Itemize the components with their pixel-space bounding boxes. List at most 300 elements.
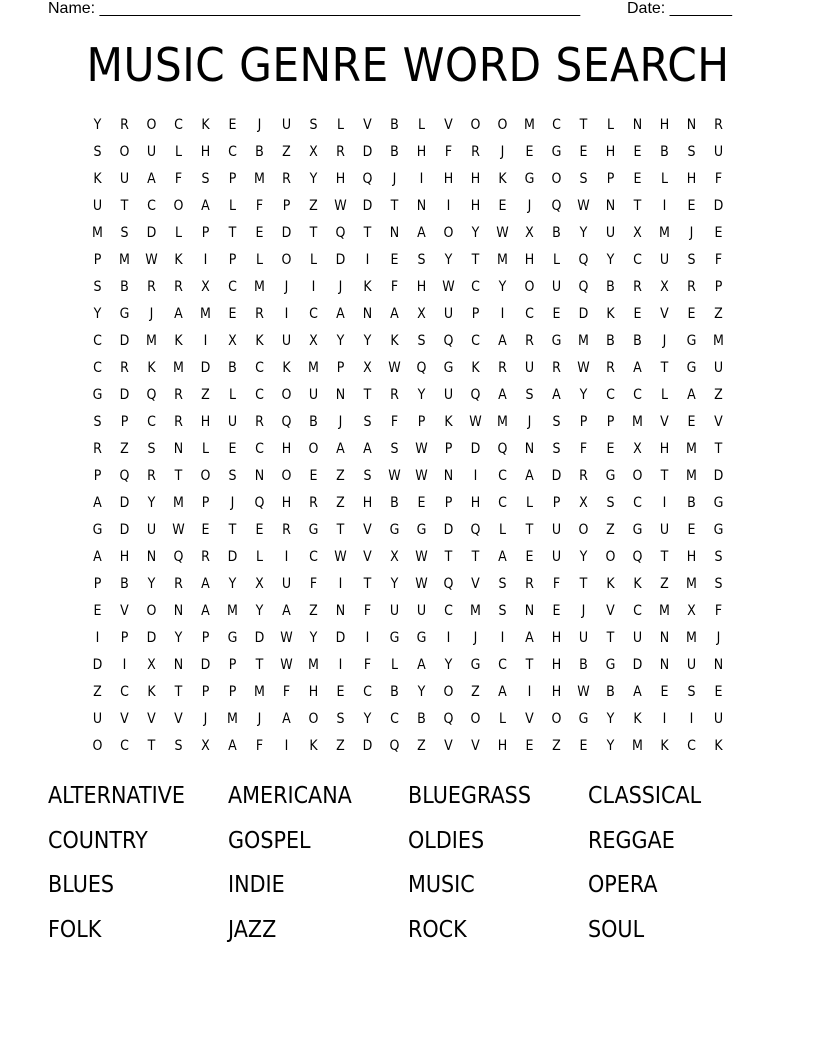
grid-letter[interactable]: R <box>282 522 291 538</box>
grid-letter[interactable]: N <box>416 198 427 214</box>
grid-letter[interactable]: Q <box>578 252 589 268</box>
grid-letter[interactable]: R <box>687 279 696 295</box>
grid-letter[interactable]: B <box>579 657 588 673</box>
grid-letter[interactable]: E <box>579 738 588 754</box>
grid-letter[interactable]: P <box>579 414 588 430</box>
grid-letter[interactable]: N <box>443 468 454 484</box>
grid-letter[interactable]: R <box>525 576 534 592</box>
grid-letter[interactable]: S <box>201 171 210 187</box>
grid-letter[interactable]: M <box>578 333 589 349</box>
grid-letter[interactable]: P <box>201 630 210 646</box>
grid-letter[interactable]: H <box>362 495 373 511</box>
grid-letter[interactable]: N <box>173 603 184 619</box>
date-field[interactable]: Date: _______ <box>627 0 732 17</box>
grid-letter[interactable]: Q <box>335 225 346 241</box>
grid-letter[interactable]: N <box>686 117 697 133</box>
grid-letter[interactable]: O <box>497 117 508 133</box>
grid-letter[interactable]: E <box>714 684 723 700</box>
grid-letter[interactable]: V <box>363 549 372 565</box>
grid-letter[interactable]: B <box>390 684 399 700</box>
grid-letter[interactable]: Z <box>309 198 318 214</box>
grid-letter[interactable]: N <box>389 225 400 241</box>
grid-letter[interactable]: C <box>120 738 129 754</box>
grid-letter[interactable]: Z <box>336 468 345 484</box>
grid-letter[interactable]: P <box>228 657 237 673</box>
grid-letter[interactable]: X <box>147 657 156 673</box>
grid-letter[interactable]: U <box>416 603 427 619</box>
grid-letter[interactable]: X <box>309 333 318 349</box>
grid-letter[interactable]: H <box>659 441 670 457</box>
grid-letter[interactable]: R <box>120 117 129 133</box>
grid-letter[interactable]: Y <box>93 306 102 322</box>
grid-letter[interactable]: C <box>255 360 264 376</box>
grid-letter[interactable]: F <box>444 144 453 160</box>
grid-letter[interactable]: Q <box>443 711 454 727</box>
grid-letter[interactable]: N <box>335 387 346 403</box>
grid-letter[interactable]: H <box>281 441 292 457</box>
grid-letter[interactable]: I <box>500 306 505 322</box>
grid-letter[interactable]: Y <box>417 387 426 403</box>
grid-letter[interactable]: X <box>579 495 588 511</box>
grid-letter[interactable]: A <box>93 549 102 565</box>
grid-letter[interactable]: W <box>577 360 590 376</box>
grid-letter[interactable]: I <box>662 198 667 214</box>
grid-letter[interactable]: O <box>119 144 130 160</box>
grid-letter[interactable]: P <box>201 495 210 511</box>
grid-letter[interactable]: H <box>605 144 616 160</box>
grid-letter[interactable]: F <box>714 603 723 619</box>
grid-letter[interactable]: H <box>470 198 481 214</box>
grid-letter[interactable]: A <box>498 333 507 349</box>
grid-letter[interactable]: S <box>417 333 426 349</box>
grid-letter[interactable]: Y <box>255 603 264 619</box>
grid-letter[interactable]: I <box>338 657 343 673</box>
grid-letter[interactable]: B <box>390 117 399 133</box>
grid-letter[interactable]: B <box>390 495 399 511</box>
grid-letter[interactable]: O <box>281 468 292 484</box>
grid-letter[interactable]: R <box>174 387 183 403</box>
grid-letter[interactable]: O <box>632 468 643 484</box>
grid-letter[interactable]: R <box>498 360 507 376</box>
grid-letter[interactable]: R <box>174 414 183 430</box>
grid-letter[interactable]: A <box>417 657 426 673</box>
grid-letter[interactable]: T <box>363 225 372 241</box>
grid-letter[interactable]: N <box>524 603 535 619</box>
grid-letter[interactable]: M <box>227 603 238 619</box>
grid-letter[interactable]: I <box>284 738 289 754</box>
grid-letter[interactable]: I <box>365 252 370 268</box>
grid-letter[interactable]: G <box>578 711 589 727</box>
grid-letter[interactable]: H <box>524 252 535 268</box>
grid-letter[interactable]: U <box>443 387 454 403</box>
grid-letter[interactable]: Q <box>470 387 481 403</box>
grid-letter[interactable]: P <box>93 576 102 592</box>
grid-letter[interactable]: U <box>578 630 589 646</box>
grid-letter[interactable]: Q <box>632 549 643 565</box>
grid-letter[interactable]: L <box>552 252 561 268</box>
grid-letter[interactable]: H <box>335 171 346 187</box>
grid-letter[interactable]: R <box>552 360 561 376</box>
grid-letter[interactable]: Y <box>174 630 183 646</box>
grid-letter[interactable]: C <box>120 684 129 700</box>
grid-letter[interactable]: C <box>633 495 642 511</box>
grid-letter[interactable]: O <box>605 549 616 565</box>
grid-letter[interactable]: A <box>390 306 399 322</box>
grid-letter[interactable]: H <box>470 495 481 511</box>
grid-letter[interactable]: D <box>713 468 724 484</box>
grid-letter[interactable]: V <box>120 603 129 619</box>
grid-letter[interactable]: S <box>147 441 156 457</box>
grid-letter[interactable]: T <box>390 198 399 214</box>
grid-letter[interactable]: R <box>309 495 318 511</box>
grid-letter[interactable]: E <box>255 225 264 241</box>
grid-letter[interactable]: X <box>363 360 372 376</box>
grid-letter[interactable]: D <box>362 144 373 160</box>
grid-letter[interactable]: S <box>606 495 615 511</box>
grid-letter[interactable]: M <box>227 711 238 727</box>
grid-letter[interactable]: D <box>119 333 130 349</box>
grid-letter[interactable]: J <box>257 117 262 133</box>
grid-letter[interactable]: E <box>525 738 534 754</box>
grid-letter[interactable]: L <box>498 522 507 538</box>
grid-letter[interactable]: K <box>633 711 642 727</box>
grid-letter[interactable]: H <box>686 549 697 565</box>
grid-letter[interactable]: E <box>579 144 588 160</box>
grid-letter[interactable]: R <box>714 117 723 133</box>
grid-letter[interactable]: W <box>415 549 428 565</box>
grid-letter[interactable]: D <box>551 468 562 484</box>
grid-letter[interactable]: G <box>686 360 697 376</box>
grid-letter[interactable]: Y <box>606 711 615 727</box>
grid-letter[interactable]: U <box>713 360 724 376</box>
grid-letter[interactable]: C <box>309 549 318 565</box>
grid-letter[interactable]: J <box>716 630 721 646</box>
grid-letter[interactable]: Q <box>362 171 373 187</box>
grid-letter[interactable]: C <box>552 117 561 133</box>
grid-letter[interactable]: J <box>527 414 532 430</box>
grid-letter[interactable]: F <box>255 738 264 754</box>
grid-letter[interactable]: W <box>388 360 401 376</box>
grid-letter[interactable]: O <box>173 198 184 214</box>
grid-letter[interactable]: G <box>416 630 427 646</box>
grid-letter[interactable]: Y <box>147 495 156 511</box>
grid-letter[interactable]: P <box>201 684 210 700</box>
grid-letter[interactable]: M <box>632 414 643 430</box>
grid-letter[interactable]: V <box>714 414 723 430</box>
grid-letter[interactable]: U <box>146 144 157 160</box>
grid-letter[interactable]: Q <box>443 333 454 349</box>
grid-letter[interactable]: T <box>660 360 669 376</box>
grid-letter[interactable]: A <box>336 306 345 322</box>
grid-letter[interactable]: I <box>419 171 424 187</box>
grid-letter[interactable]: M <box>686 441 697 457</box>
grid-letter[interactable]: P <box>444 441 453 457</box>
grid-letter[interactable]: R <box>579 468 588 484</box>
grid-letter[interactable]: K <box>444 414 453 430</box>
grid-letter[interactable]: I <box>500 630 505 646</box>
grid-letter[interactable]: A <box>498 549 507 565</box>
grid-letter[interactable]: U <box>92 711 103 727</box>
grid-letter[interactable]: Y <box>579 549 588 565</box>
grid-letter[interactable]: T <box>660 549 669 565</box>
grid-letter[interactable]: T <box>444 549 453 565</box>
grid-letter[interactable]: E <box>525 144 534 160</box>
grid-letter[interactable]: U <box>281 333 292 349</box>
grid-letter[interactable]: Z <box>606 522 615 538</box>
grid-letter[interactable]: H <box>551 657 562 673</box>
grid-letter[interactable]: R <box>255 306 264 322</box>
grid-letter[interactable]: Z <box>93 684 102 700</box>
grid-letter[interactable]: V <box>120 711 129 727</box>
grid-letter[interactable]: G <box>524 171 535 187</box>
grid-letter[interactable]: I <box>284 306 289 322</box>
grid-letter[interactable]: M <box>254 684 265 700</box>
grid-letter[interactable]: U <box>308 387 319 403</box>
grid-letter[interactable]: Y <box>444 657 453 673</box>
grid-letter[interactable]: W <box>334 198 347 214</box>
grid-letter[interactable]: C <box>228 279 237 295</box>
grid-letter[interactable]: S <box>228 468 237 484</box>
grid-letter[interactable]: W <box>388 468 401 484</box>
grid-letter[interactable]: N <box>524 441 535 457</box>
grid-letter[interactable]: W <box>172 522 185 538</box>
grid-letter[interactable]: R <box>471 144 480 160</box>
grid-letter[interactable]: E <box>228 117 237 133</box>
grid-letter[interactable]: L <box>201 441 210 457</box>
grid-letter[interactable]: W <box>496 225 509 241</box>
grid-letter[interactable]: C <box>498 468 507 484</box>
grid-letter[interactable]: N <box>335 603 346 619</box>
grid-letter[interactable]: G <box>443 360 454 376</box>
grid-letter[interactable]: D <box>443 522 454 538</box>
grid-letter[interactable]: D <box>632 657 643 673</box>
grid-letter[interactable]: C <box>471 279 480 295</box>
grid-letter[interactable]: N <box>173 441 184 457</box>
grid-letter[interactable]: O <box>200 468 211 484</box>
grid-letter[interactable]: A <box>282 603 291 619</box>
grid-letter[interactable]: X <box>201 738 210 754</box>
grid-letter[interactable]: K <box>255 333 264 349</box>
grid-letter[interactable]: F <box>390 279 399 295</box>
grid-letter[interactable]: C <box>633 603 642 619</box>
grid-letter[interactable]: J <box>257 711 262 727</box>
grid-letter[interactable]: Q <box>119 468 130 484</box>
grid-letter[interactable]: T <box>336 522 345 538</box>
grid-letter[interactable]: M <box>659 225 670 241</box>
grid-letter[interactable]: B <box>606 333 615 349</box>
grid-letter[interactable]: U <box>524 360 535 376</box>
grid-letter[interactable]: K <box>309 738 318 754</box>
grid-letter[interactable]: T <box>633 198 642 214</box>
grid-letter[interactable]: W <box>334 549 347 565</box>
grid-letter[interactable]: E <box>633 306 642 322</box>
grid-letter[interactable]: Y <box>606 738 615 754</box>
grid-letter[interactable]: S <box>714 576 723 592</box>
grid-letter[interactable]: C <box>390 711 399 727</box>
grid-letter[interactable]: X <box>417 306 426 322</box>
grid-letter[interactable]: Q <box>146 387 157 403</box>
grid-letter[interactable]: S <box>174 738 183 754</box>
grid-letter[interactable]: M <box>470 603 481 619</box>
grid-letter[interactable]: T <box>228 522 237 538</box>
grid-letter[interactable]: Z <box>309 603 318 619</box>
grid-letter[interactable]: I <box>203 333 208 349</box>
grid-letter[interactable]: M <box>632 738 643 754</box>
grid-letter[interactable]: S <box>498 576 507 592</box>
grid-letter[interactable]: T <box>660 468 669 484</box>
grid-letter[interactable]: T <box>471 549 480 565</box>
grid-letter[interactable]: K <box>93 171 102 187</box>
grid-letter[interactable]: O <box>443 684 454 700</box>
grid-letter[interactable]: L <box>228 198 237 214</box>
grid-letter[interactable]: E <box>552 306 561 322</box>
grid-letter[interactable]: D <box>227 549 238 565</box>
grid-letter[interactable]: M <box>524 117 535 133</box>
grid-letter[interactable]: Z <box>417 738 426 754</box>
grid-letter[interactable]: V <box>660 306 669 322</box>
grid-letter[interactable]: A <box>201 603 210 619</box>
grid-letter[interactable]: W <box>145 252 158 268</box>
grid-letter[interactable]: P <box>228 171 237 187</box>
grid-letter[interactable]: B <box>228 360 237 376</box>
grid-letter[interactable]: G <box>605 468 616 484</box>
grid-letter[interactable]: L <box>255 549 264 565</box>
grid-letter[interactable]: H <box>308 684 319 700</box>
grid-letter[interactable]: A <box>525 468 534 484</box>
grid-letter[interactable]: N <box>362 306 373 322</box>
grid-letter[interactable]: W <box>415 468 428 484</box>
grid-letter[interactable]: C <box>93 360 102 376</box>
grid-letter[interactable]: L <box>660 171 669 187</box>
grid-letter[interactable]: V <box>363 117 372 133</box>
grid-letter[interactable]: O <box>92 738 103 754</box>
grid-letter[interactable]: I <box>446 198 451 214</box>
grid-letter[interactable]: N <box>659 657 670 673</box>
grid-letter[interactable]: I <box>203 252 208 268</box>
grid-letter[interactable]: S <box>687 684 696 700</box>
grid-letter[interactable]: X <box>633 225 642 241</box>
grid-letter[interactable]: A <box>201 198 210 214</box>
grid-letter[interactable]: Z <box>336 495 345 511</box>
grid-letter[interactable]: P <box>282 198 291 214</box>
grid-letter[interactable]: X <box>660 279 669 295</box>
grid-letter[interactable]: N <box>632 117 643 133</box>
grid-letter[interactable]: Y <box>417 684 426 700</box>
grid-letter[interactable]: J <box>392 171 397 187</box>
grid-letter[interactable]: E <box>633 171 642 187</box>
grid-letter[interactable]: Z <box>471 684 480 700</box>
grid-letter[interactable]: A <box>498 387 507 403</box>
grid-letter[interactable]: T <box>120 198 129 214</box>
grid-letter[interactable]: B <box>120 576 129 592</box>
grid-letter[interactable]: P <box>606 171 615 187</box>
grid-letter[interactable]: Y <box>579 225 588 241</box>
grid-letter[interactable]: K <box>471 360 480 376</box>
grid-letter[interactable]: C <box>363 684 372 700</box>
grid-letter[interactable]: F <box>282 684 291 700</box>
grid-letter[interactable]: Z <box>282 144 291 160</box>
grid-letter[interactable]: F <box>552 576 561 592</box>
grid-letter[interactable]: D <box>470 441 481 457</box>
grid-letter[interactable]: B <box>633 333 642 349</box>
grid-letter[interactable]: S <box>552 414 561 430</box>
grid-letter[interactable]: A <box>336 441 345 457</box>
grid-letter[interactable]: U <box>443 306 454 322</box>
grid-letter[interactable]: M <box>659 603 670 619</box>
grid-letter[interactable]: D <box>335 252 346 268</box>
grid-letter[interactable]: L <box>174 144 183 160</box>
grid-letter[interactable]: S <box>363 468 372 484</box>
grid-letter[interactable]: Q <box>254 495 265 511</box>
grid-letter[interactable]: H <box>659 117 670 133</box>
grid-letter[interactable]: O <box>146 603 157 619</box>
grid-letter[interactable]: T <box>606 630 615 646</box>
grid-letter[interactable]: O <box>281 387 292 403</box>
grid-letter[interactable]: X <box>228 333 237 349</box>
grid-letter[interactable]: N <box>173 657 184 673</box>
grid-letter[interactable]: J <box>338 414 343 430</box>
grid-letter[interactable]: T <box>471 252 480 268</box>
grid-letter[interactable]: U <box>389 603 400 619</box>
grid-letter[interactable]: S <box>363 414 372 430</box>
name-field[interactable]: Name: ______________________________________________________ <box>48 0 581 17</box>
grid-letter[interactable]: E <box>255 522 264 538</box>
grid-letter[interactable]: S <box>120 225 129 241</box>
grid-letter[interactable]: Z <box>201 387 210 403</box>
grid-letter[interactable]: G <box>632 522 643 538</box>
grid-letter[interactable]: X <box>255 576 264 592</box>
grid-letter[interactable]: O <box>443 225 454 241</box>
grid-letter[interactable]: I <box>365 630 370 646</box>
grid-letter[interactable]: M <box>92 225 103 241</box>
grid-letter[interactable]: J <box>581 603 586 619</box>
grid-letter[interactable]: Y <box>606 252 615 268</box>
grid-letter[interactable]: Y <box>309 171 318 187</box>
grid-letter[interactable]: X <box>633 441 642 457</box>
grid-letter[interactable]: J <box>662 333 667 349</box>
grid-letter[interactable]: E <box>228 306 237 322</box>
grid-letter[interactable]: V <box>444 117 453 133</box>
grid-letter[interactable]: C <box>147 414 156 430</box>
grid-letter[interactable]: E <box>633 144 642 160</box>
grid-letter[interactable]: I <box>284 549 289 565</box>
grid-letter[interactable]: M <box>686 468 697 484</box>
grid-letter[interactable]: J <box>500 144 505 160</box>
grid-letter[interactable]: I <box>95 630 100 646</box>
grid-letter[interactable]: E <box>309 468 318 484</box>
grid-letter[interactable]: U <box>605 225 616 241</box>
grid-letter[interactable]: C <box>147 198 156 214</box>
grid-letter[interactable]: S <box>390 441 399 457</box>
grid-letter[interactable]: A <box>282 711 291 727</box>
grid-letter[interactable]: E <box>390 252 399 268</box>
grid-letter[interactable]: F <box>714 171 723 187</box>
grid-letter[interactable]: D <box>362 198 373 214</box>
grid-letter[interactable]: Z <box>714 387 723 403</box>
grid-letter[interactable]: F <box>390 414 399 430</box>
grid-letter[interactable]: E <box>525 549 534 565</box>
grid-letter[interactable]: A <box>498 684 507 700</box>
grid-letter[interactable]: H <box>686 171 697 187</box>
grid-letter[interactable]: V <box>363 522 372 538</box>
grid-letter[interactable]: Q <box>497 441 508 457</box>
grid-letter[interactable]: K <box>633 576 642 592</box>
grid-letter[interactable]: O <box>470 117 481 133</box>
grid-letter[interactable]: J <box>527 198 532 214</box>
grid-letter[interactable]: H <box>443 171 454 187</box>
grid-letter[interactable]: G <box>92 522 103 538</box>
grid-letter[interactable]: J <box>149 306 154 322</box>
